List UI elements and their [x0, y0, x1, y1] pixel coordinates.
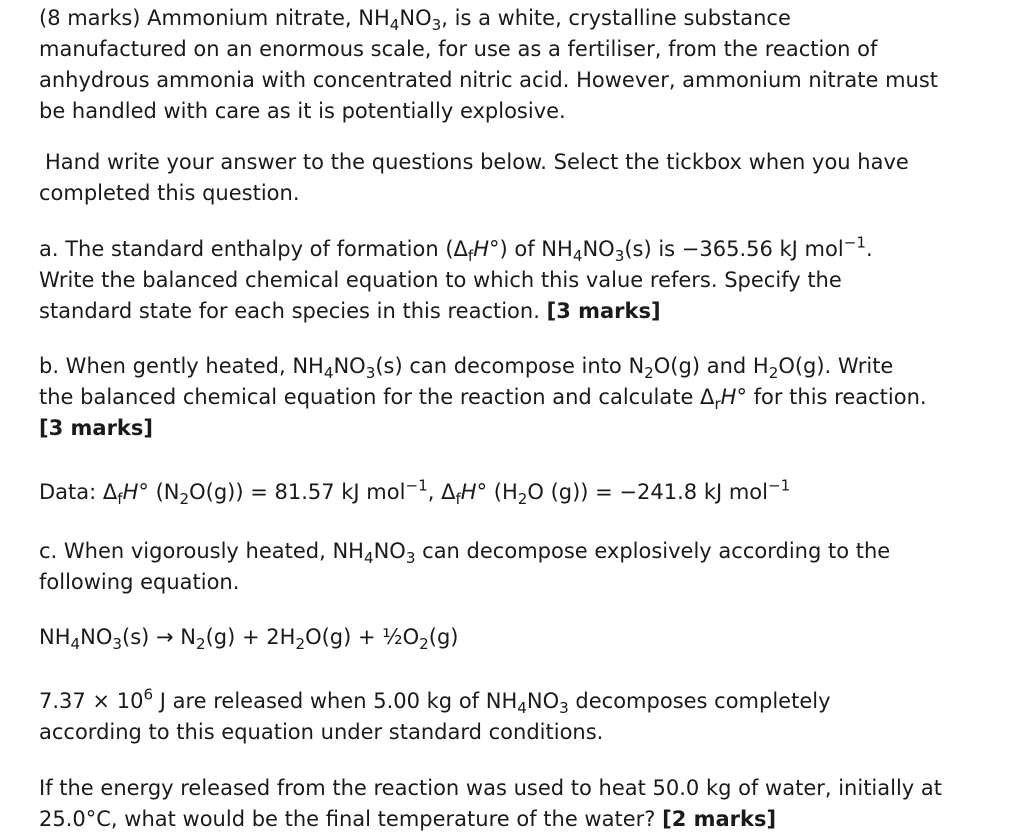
final-question-line-2: 25.0°C, what would be the final temperature of the water? [2 marks] — [39, 807, 777, 831]
instruction-line-1: Hand write your answer to the questions below. Select the tickbox when you have — [45, 150, 909, 174]
energy-statement — [39, 686, 989, 748]
part-b-marks: [3 marks] — [39, 416, 153, 440]
part-b-line-2: the balanced chemical equation for the reaction and calculate $\Delta_rH^\circ$ for this reaction. — [39, 385, 927, 413]
intro-line-4: be handled with care as it is potentially explosive. — [39, 99, 566, 123]
intro-paragraph — [39, 3, 989, 127]
part-a-line-3: standard state for each species in this reaction. [3 marks] — [39, 299, 661, 323]
decomposition-equation — [39, 622, 989, 653]
intro-line-3: anhydrous ammonia with concentrated nitric acid. However, ammonium nitrate must — [39, 68, 939, 92]
part-b-line-3 — [39, 413, 989, 444]
part-b-question — [39, 351, 989, 444]
instruction-paragraph — [39, 147, 989, 209]
intro-line-1: (8 marks) Ammonium nitrate, $NH_4NO_3$, is a white, crystalline substance — [39, 6, 791, 34]
instruction-line-2: completed this question. — [39, 181, 300, 205]
final-question — [39, 773, 989, 835]
part-a-line-2: Write the balanced chemical equation to which this value refers. Specify the — [39, 268, 842, 292]
part-c-marks: [2 marks] — [662, 807, 777, 831]
energy-line-1: $7.37 \times 10^6$ J are released when 5.00 kg of $NH_4NO_3$ decomposes completely — [39, 685, 831, 717]
part-c-line-1: c. When vigorously heated, $NH_4NO_3$ can decompose explosively according to the — [39, 539, 891, 567]
part-c-question — [39, 536, 989, 598]
part-a-line-1: a. The standard enthalpy of formation $(\Delta_fH^\circ)$ of $NH_4NO_3(s)$ is −365.56 kJ mol$^{-1}$. — [39, 233, 873, 265]
equation-text: $NH_4NO_3(s) \to N_2(g) + 2H_2O(g)$ + $\frac{1}{2}O_2(g)$ — [39, 625, 459, 653]
part-b-line-1: b. When gently heated, $NH_4NO_3(s)$ can decompose into $N_2O(g)$ and $H_2O(g)$. Write — [39, 354, 894, 382]
intro-line-2: manufactured on an enormous scale, for use as a fertiliser, from the reaction of — [39, 37, 878, 61]
final-question-line-1: If the energy released from the reaction was used to heat 50.0 kg of water, initially at — [39, 776, 943, 800]
part-a-question — [39, 234, 989, 327]
part-a-marks: [3 marks] — [546, 299, 661, 323]
part-c-line-2: following equation. — [39, 570, 240, 594]
data-line — [39, 477, 989, 508]
energy-line-2: according to this equation under standard conditions. — [39, 720, 604, 744]
data-line-text: Data: $\Delta_fH^\circ$ $(N_2O(g)) = 81.57$ kJ mol$^{-1}$, $\Delta_fH^\circ$ ($H_2O$ (g)) = −241.8 kJ mol$^{-1}$ — [39, 476, 791, 508]
